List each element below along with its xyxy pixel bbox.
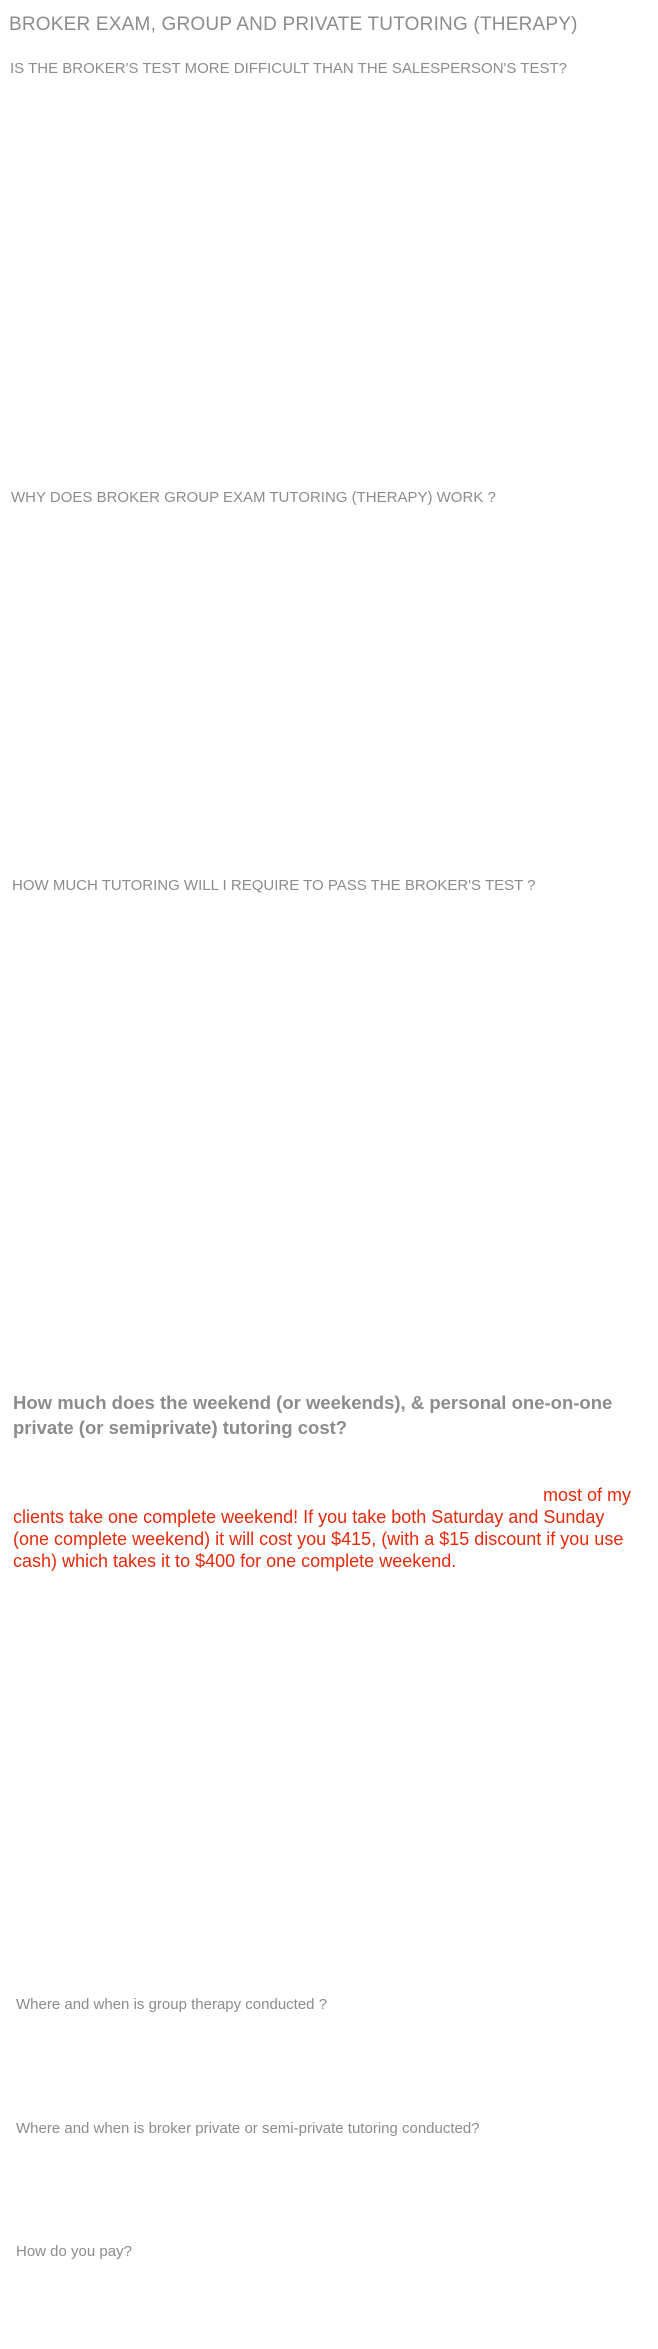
cost-answer xyxy=(13,1484,641,1572)
section-heading-group-therapy-location: Where and when is group therapy conducted ? xyxy=(16,1996,328,2013)
section-heading-payment: How do you pay? xyxy=(16,2243,132,2260)
cost-answer-body: clients take one complete weekend! If you take both Saturday and Sunday (one complete weekend) it will cost you $415, (with a $15 discount if you use cash) which takes it to $400 for one complete weekend. xyxy=(13,1507,624,1571)
section-heading-cost: How much does the weekend (or weekends), & personal one-on-one private (or semiprivate) tutoring cost? xyxy=(13,1392,613,1438)
section-heading-why-it-works: WHY DOES BROKER GROUP EXAM TUTORING (THERAPY) WORK ? xyxy=(11,489,496,506)
section-heading-how-much-tutoring: HOW MUCH TUTORING WILL I REQUIRE TO PASS THE BROKER'S TEST ? xyxy=(12,877,536,894)
cost-answer-line-1: most of my xyxy=(542,1485,631,1505)
section-heading-difficulty: IS THE BROKER'S TEST MORE DIFFICULT THAN THE SALESPERSON'S TEST? xyxy=(10,60,567,77)
page-title: BROKER EXAM, GROUP AND PRIVATE TUTORING (THERAPY) xyxy=(9,14,578,35)
section-heading-private-tutoring-location: Where and when is broker private or semi-private tutoring conducted? xyxy=(16,2120,480,2137)
